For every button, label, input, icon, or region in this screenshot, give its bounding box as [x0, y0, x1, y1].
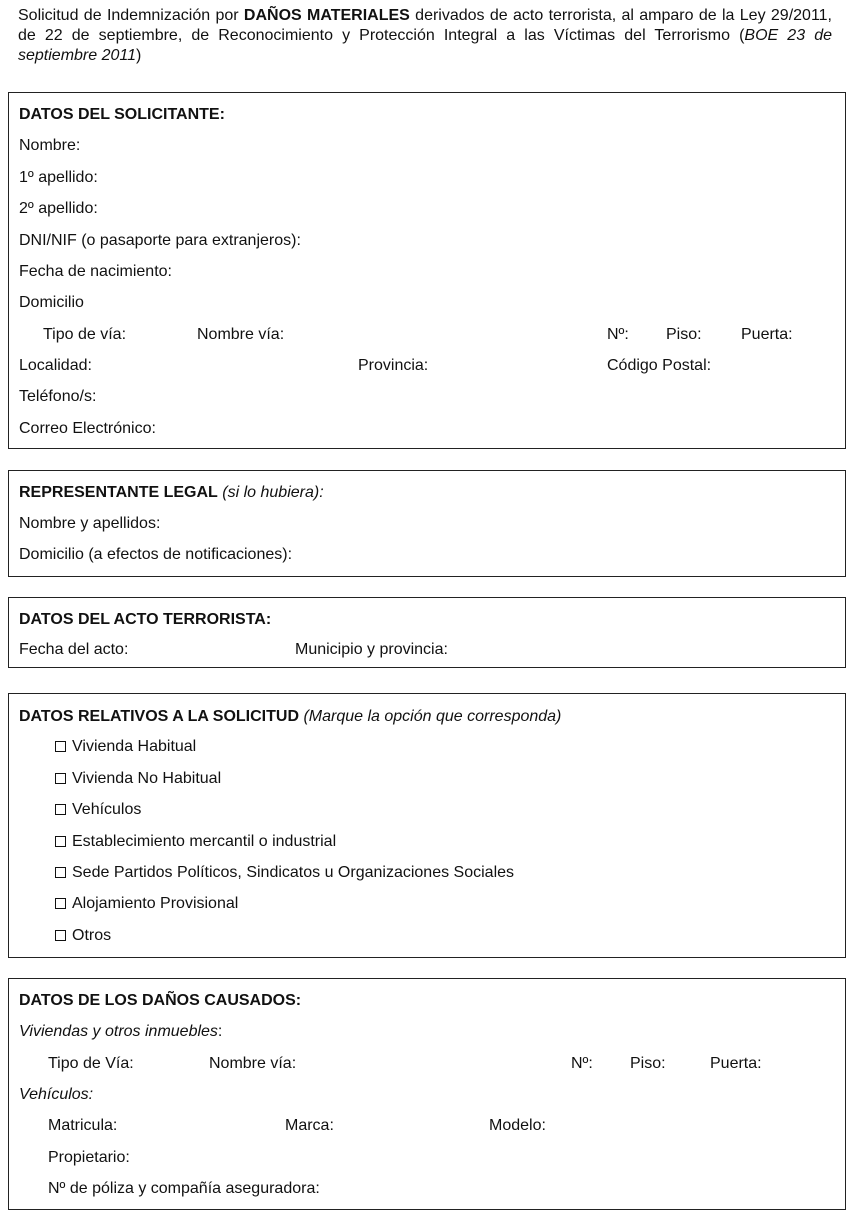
option-label: Vivienda No Habitual: [72, 770, 222, 787]
checkbox-icon[interactable]: [55, 836, 66, 847]
checkbox-icon[interactable]: [55, 930, 66, 941]
representante-title-line: [19, 483, 324, 503]
modelo-field[interactable]: Modelo:: [489, 1117, 546, 1134]
fecha-nacimiento-field[interactable]: Fecha de nacimiento:: [19, 263, 172, 280]
checkbox-icon[interactable]: [55, 898, 66, 909]
piso-field[interactable]: Piso:: [666, 326, 702, 343]
marca-field[interactable]: Marca:: [285, 1117, 334, 1134]
acto-section: [8, 597, 846, 668]
representante-nombre-field[interactable]: Nombre y apellidos:: [19, 515, 161, 532]
danos-section: [8, 978, 846, 1210]
solicitud-title: DATOS RELATIVOS A LA SOLICITUD: [19, 708, 299, 725]
checkbox-icon[interactable]: [55, 867, 66, 878]
intro-text-2: derivados de acto terrorista, al amparo de la Ley 29/2011, de 22 de septiembre, de Reconocimiento y Protección Integral a las Víctimas del Terrorismo (: [18, 7, 832, 44]
option-label: Sede Partidos Políticos, Sindicatos u Organizaciones Sociales: [72, 864, 515, 881]
danos-puerta-field[interactable]: Puerta:: [710, 1055, 762, 1072]
danos-piso-field[interactable]: Piso:: [630, 1055, 666, 1072]
option-vehiculos[interactable]: [55, 800, 141, 820]
apellido1-field[interactable]: 1º apellido:: [19, 169, 98, 186]
fecha-acto-field[interactable]: Fecha del acto:: [19, 641, 129, 658]
representante-title: REPRESENTANTE LEGAL: [19, 484, 218, 501]
acto-title: DATOS DEL ACTO TERRORISTA:: [19, 611, 272, 628]
correo-field[interactable]: Correo Electrónico:: [19, 420, 156, 437]
danos-title: DATOS DE LOS DAÑOS CAUSADOS:: [19, 992, 302, 1009]
localidad-field[interactable]: Localidad:: [19, 357, 92, 374]
intro-text-3: ): [136, 47, 142, 64]
nombre-via-field[interactable]: Nombre vía:: [197, 326, 285, 343]
danos-tipo-via-field[interactable]: Tipo de Vía:: [48, 1055, 134, 1072]
solicitud-title-line: [19, 707, 561, 727]
codigo-postal-field[interactable]: Código Postal:: [607, 357, 712, 374]
puerta-field[interactable]: Puerta:: [741, 326, 793, 343]
option-label: Alojamiento Provisional: [72, 895, 239, 912]
option-establecimiento[interactable]: [55, 832, 336, 852]
matricula-field[interactable]: Matricula:: [48, 1117, 118, 1134]
option-otros[interactable]: [55, 926, 111, 946]
provincia-field[interactable]: Provincia:: [358, 357, 429, 374]
propietario-field[interactable]: Propietario:: [48, 1149, 130, 1166]
option-sede-partidos[interactable]: [55, 863, 514, 883]
viviendas-label: Viviendas y otros inmuebles: [19, 1023, 218, 1040]
option-label: Vehículos: [72, 801, 142, 818]
municipio-field[interactable]: Municipio y provincia:: [295, 641, 448, 658]
danos-numero-field[interactable]: Nº:: [571, 1055, 593, 1072]
numero-field[interactable]: Nº:: [607, 326, 629, 343]
representante-domicilio-field[interactable]: Domicilio (a efectos de notificaciones):: [19, 546, 293, 563]
apellido2-field[interactable]: 2º apellido:: [19, 200, 98, 217]
option-alojamiento[interactable]: [55, 894, 238, 914]
solicitante-title: DATOS DEL SOLICITANTE:: [19, 106, 225, 123]
option-label: Otros: [72, 927, 112, 944]
viviendas-colon: :: [217, 1023, 223, 1040]
option-vivienda-habitual[interactable]: [55, 737, 196, 757]
option-vivienda-no-habitual[interactable]: [55, 769, 221, 789]
vehiculos-label: Vehículos:: [19, 1086, 94, 1103]
checkbox-icon[interactable]: [55, 804, 66, 815]
intro-paragraph: [18, 6, 832, 66]
representante-note: (si lo hubiera):: [222, 484, 324, 501]
intro-text-1: Solicitud de Indemnización por: [18, 7, 244, 24]
tipo-via-field[interactable]: Tipo de vía:: [43, 326, 127, 343]
checkbox-icon[interactable]: [55, 741, 66, 752]
telefono-field[interactable]: Teléfono/s:: [19, 388, 97, 405]
nombre-field[interactable]: Nombre:: [19, 137, 81, 154]
poliza-field[interactable]: Nº de póliza y compañía aseguradora:: [48, 1180, 320, 1197]
checkbox-icon[interactable]: [55, 773, 66, 784]
domicilio-label: Domicilio: [19, 294, 84, 311]
dni-field[interactable]: DNI/NIF (o pasaporte para extranjeros):: [19, 232, 301, 249]
option-label: Establecimiento mercantil o industrial: [72, 833, 337, 850]
solicitud-section: [8, 693, 846, 958]
representante-section: [8, 470, 846, 577]
viviendas-label-line: [19, 1022, 222, 1042]
intro-bold: DAÑOS MATERIALES: [243, 7, 410, 24]
intro-italic: BOE 23 de septiembre 2011: [18, 27, 832, 64]
danos-nombre-via-field[interactable]: Nombre vía:: [209, 1055, 297, 1072]
solicitud-note: (Marque la opción que corresponda): [303, 708, 562, 725]
option-label: Vivienda Habitual: [72, 738, 197, 755]
solicitante-section: [8, 92, 846, 449]
